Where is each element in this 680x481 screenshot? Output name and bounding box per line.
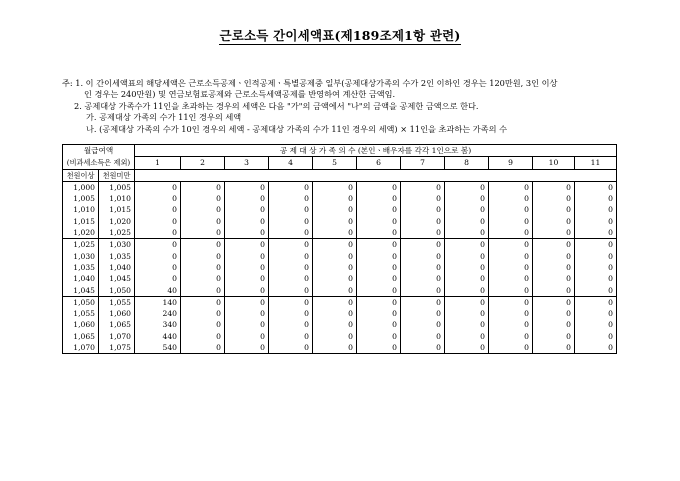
tax-cell: 0 (225, 204, 269, 215)
header-row-3 (63, 169, 617, 181)
tax-cell: 0 (489, 239, 533, 251)
tax-cell: 0 (181, 193, 225, 204)
tax-cell: 0 (489, 308, 533, 319)
tax-cell: 0 (225, 216, 269, 227)
salary-min-cell: 1,070 (63, 342, 99, 354)
tax-cell: 540 (135, 342, 181, 354)
tax-cell: 0 (181, 204, 225, 215)
tax-cell: 0 (401, 193, 445, 204)
tax-cell: 0 (445, 239, 489, 251)
salary-max-cell: 1,070 (99, 331, 135, 342)
header-max: 천원미만 (99, 169, 135, 181)
tax-cell: 0 (181, 273, 225, 284)
tax-cell: 0 (401, 181, 445, 193)
salary-max-cell: 1,020 (99, 216, 135, 227)
tax-cell: 0 (313, 262, 357, 273)
tax-cell: 0 (401, 342, 445, 354)
salary-min-cell: 1,000 (63, 181, 99, 193)
note-line-5: 나. (공제대상 가족의 수가 10인 경우의 세액 - 공제대상 가족의 수가 11인 경우의 세액) × 11인을 초과하는 가족의 수 (86, 123, 507, 134)
note-line-2: 인 경우는 240만원) 및 연금보험료공제와 근로소득세액공제를 반영하여 계산한 금액임. (84, 89, 396, 100)
salary-min-cell: 1,015 (63, 216, 99, 227)
tax-cell: 0 (135, 262, 181, 273)
table-row (63, 204, 617, 215)
tax-cell: 0 (313, 251, 357, 262)
note-line-1: 주: 1. 이 간이세액표의 해당세액은 근로소득공제ㆍ인적공제ㆍ특별공제중 일부(공제대상가족의 수가 2인 이하인 경우는 120만원, 3인 이상 (62, 78, 558, 88)
salary-min-cell: 1,020 (63, 227, 99, 239)
tax-cell: 0 (575, 285, 617, 297)
tax-cell: 0 (489, 273, 533, 284)
salary-max-cell: 1,025 (99, 227, 135, 239)
table-row (63, 342, 617, 354)
header-min: 천원이상 (63, 169, 99, 181)
tax-cell: 0 (357, 273, 401, 284)
tax-cell: 0 (225, 262, 269, 273)
tax-cell: 0 (533, 285, 575, 297)
header-family-count: 공 제 대 상 가 족 의 수 (본인ㆍ배우자를 각각 1인으로 봄) (135, 145, 617, 157)
tax-cell: 0 (181, 181, 225, 193)
header-family-col: 4 (269, 157, 313, 169)
tax-cell: 0 (313, 204, 357, 215)
tax-cell: 0 (489, 181, 533, 193)
tax-cell: 0 (575, 262, 617, 273)
tax-cell: 0 (181, 262, 225, 273)
header-family-col: 6 (357, 157, 401, 169)
salary-min-cell: 1,040 (63, 273, 99, 284)
tax-cell: 0 (269, 296, 313, 308)
tax-cell: 0 (225, 227, 269, 239)
tax-cell: 0 (135, 216, 181, 227)
tax-cell: 0 (225, 273, 269, 284)
header-monthly-salary: 월급여액 (63, 145, 135, 157)
salary-min-cell: 1,035 (63, 262, 99, 273)
header-family-col: 7 (401, 157, 445, 169)
tax-cell: 340 (135, 319, 181, 330)
tax-cell: 0 (575, 296, 617, 308)
salary-min-cell: 1,025 (63, 239, 99, 251)
tax-cell: 0 (313, 216, 357, 227)
tax-cell: 0 (533, 251, 575, 262)
note-line-3: 2. 공제대상 가족수가 11인을 초과하는 경우의 세액은 다음 "가"의 금액에서 "나"의 금액을 공제한 금액으로 한다. (74, 100, 479, 111)
tax-cell: 0 (489, 204, 533, 215)
salary-max-cell: 1,035 (99, 251, 135, 262)
tax-cell: 0 (357, 204, 401, 215)
tax-cell: 0 (313, 308, 357, 319)
salary-max-cell: 1,075 (99, 342, 135, 354)
tax-cell: 0 (357, 193, 401, 204)
table-row (63, 308, 617, 319)
table-row (63, 251, 617, 262)
tax-cell: 0 (489, 262, 533, 273)
tax-cell: 0 (269, 262, 313, 273)
header-family-col: 8 (445, 157, 489, 169)
tax-cell: 0 (225, 342, 269, 354)
tax-cell: 0 (445, 319, 489, 330)
tax-cell: 0 (313, 319, 357, 330)
salary-max-cell: 1,030 (99, 239, 135, 251)
tax-cell: 0 (313, 239, 357, 251)
tax-cell: 0 (489, 342, 533, 354)
tax-cell: 0 (489, 296, 533, 308)
tax-cell: 0 (445, 262, 489, 273)
tax-cell: 0 (225, 239, 269, 251)
tax-cell: 0 (357, 296, 401, 308)
table-row (63, 181, 617, 193)
salary-min-cell: 1,055 (63, 308, 99, 319)
tax-cell: 0 (357, 251, 401, 262)
tax-cell: 0 (181, 308, 225, 319)
tax-cell: 0 (533, 319, 575, 330)
tax-cell: 240 (135, 308, 181, 319)
tax-cell: 0 (445, 216, 489, 227)
tax-cell: 0 (445, 296, 489, 308)
page-title-text: 근로소득 간이세액표(제189조제1항 관련) (219, 28, 461, 43)
tax-cell: 0 (313, 342, 357, 354)
tax-cell: 0 (181, 342, 225, 354)
salary-max-cell: 1,005 (99, 181, 135, 193)
salary-min-cell: 1,030 (63, 251, 99, 262)
note-line-4: 가. 공제대상 가족의 수가 11인 경우의 세액 (86, 112, 242, 123)
header-row-1 (63, 145, 617, 157)
tax-cell: 0 (401, 251, 445, 262)
tax-cell: 0 (269, 342, 313, 354)
tax-cell: 0 (269, 193, 313, 204)
tax-cell: 0 (445, 342, 489, 354)
tax-cell: 0 (313, 296, 357, 308)
tax-cell: 0 (313, 193, 357, 204)
tax-cell: 0 (225, 331, 269, 342)
tax-cell: 0 (269, 227, 313, 239)
tax-cell: 0 (575, 273, 617, 284)
tax-cell: 0 (181, 285, 225, 297)
tax-cell: 0 (489, 285, 533, 297)
table-row (63, 262, 617, 273)
tax-cell: 0 (269, 273, 313, 284)
tax-cell: 0 (135, 193, 181, 204)
header-family-col: 1 (135, 157, 181, 169)
tax-cell: 0 (401, 331, 445, 342)
tax-cell: 0 (357, 285, 401, 297)
tax-cell: 0 (181, 239, 225, 251)
tax-cell: 0 (135, 181, 181, 193)
tax-cell: 0 (269, 285, 313, 297)
tax-cell: 0 (181, 296, 225, 308)
tax-cell: 0 (533, 273, 575, 284)
tax-cell: 0 (357, 181, 401, 193)
tax-cell: 140 (135, 296, 181, 308)
tax-cell: 0 (489, 319, 533, 330)
header-family-col: 11 (575, 157, 617, 169)
tax-cell: 0 (575, 181, 617, 193)
tax-cell: 0 (401, 273, 445, 284)
tax-cell: 0 (269, 216, 313, 227)
salary-max-cell: 1,045 (99, 273, 135, 284)
salary-max-cell: 1,065 (99, 319, 135, 330)
header-row-2 (63, 157, 617, 169)
tax-cell: 0 (225, 296, 269, 308)
tax-cell: 0 (489, 251, 533, 262)
tax-cell: 0 (269, 251, 313, 262)
tax-cell: 0 (357, 216, 401, 227)
tax-cell: 0 (533, 262, 575, 273)
tax-cell: 0 (575, 216, 617, 227)
tax-cell: 0 (357, 227, 401, 239)
table-row (63, 319, 617, 330)
header-blank (135, 169, 617, 181)
tax-cell: 0 (533, 342, 575, 354)
tax-cell: 0 (135, 204, 181, 215)
tax-cell: 0 (445, 181, 489, 193)
tax-cell: 0 (181, 227, 225, 239)
tax-cell: 0 (181, 216, 225, 227)
tax-cell: 0 (181, 319, 225, 330)
salary-min-cell: 1,045 (63, 285, 99, 297)
salary-max-cell: 1,050 (99, 285, 135, 297)
tax-cell: 0 (269, 308, 313, 319)
tax-cell: 0 (357, 308, 401, 319)
tax-cell: 0 (181, 331, 225, 342)
tax-cell: 0 (533, 308, 575, 319)
header-family-col: 9 (489, 157, 533, 169)
table-row (63, 331, 617, 342)
tax-cell: 0 (313, 273, 357, 284)
tax-table-body (63, 181, 617, 353)
tax-cell: 0 (225, 319, 269, 330)
tax-cell: 0 (135, 273, 181, 284)
tax-cell: 0 (575, 308, 617, 319)
tax-cell: 0 (445, 285, 489, 297)
tax-cell: 0 (533, 216, 575, 227)
tax-cell: 0 (269, 331, 313, 342)
tax-cell: 0 (533, 227, 575, 239)
tax-cell: 0 (445, 273, 489, 284)
tax-cell: 0 (225, 285, 269, 297)
tax-cell: 0 (575, 239, 617, 251)
salary-max-cell: 1,055 (99, 296, 135, 308)
tax-cell: 0 (575, 331, 617, 342)
tax-cell: 0 (575, 193, 617, 204)
notes-section (62, 78, 652, 135)
table-row (63, 193, 617, 204)
tax-cell: 0 (533, 296, 575, 308)
table-row (63, 216, 617, 227)
tax-cell: 0 (401, 239, 445, 251)
tax-cell: 440 (135, 331, 181, 342)
salary-min-cell: 1,010 (63, 204, 99, 215)
tax-table (62, 144, 617, 354)
tax-cell: 0 (269, 319, 313, 330)
salary-min-cell: 1,065 (63, 331, 99, 342)
tax-cell: 0 (357, 319, 401, 330)
tax-cell: 40 (135, 285, 181, 297)
tax-cell: 0 (445, 227, 489, 239)
tax-cell: 0 (489, 193, 533, 204)
salary-min-cell: 1,050 (63, 296, 99, 308)
tax-cell: 0 (401, 262, 445, 273)
salary-max-cell: 1,010 (99, 193, 135, 204)
tax-cell: 0 (313, 227, 357, 239)
tax-cell: 0 (269, 239, 313, 251)
tax-cell: 0 (357, 342, 401, 354)
tax-cell: 0 (575, 227, 617, 239)
tax-cell: 0 (401, 308, 445, 319)
table-row (63, 296, 617, 308)
salary-max-cell: 1,040 (99, 262, 135, 273)
tax-cell: 0 (269, 181, 313, 193)
tax-cell: 0 (225, 181, 269, 193)
tax-cell: 0 (135, 239, 181, 251)
table-row (63, 227, 617, 239)
tax-cell: 0 (445, 331, 489, 342)
tax-cell: 0 (533, 204, 575, 215)
tax-cell: 0 (401, 319, 445, 330)
tax-cell: 0 (533, 193, 575, 204)
tax-cell: 0 (445, 193, 489, 204)
tax-cell: 0 (489, 216, 533, 227)
table-row (63, 239, 617, 251)
tax-cell: 0 (489, 227, 533, 239)
tax-cell: 0 (357, 262, 401, 273)
header-family-col: 10 (533, 157, 575, 169)
tax-cell: 0 (575, 342, 617, 354)
table-row (63, 273, 617, 284)
tax-cell: 0 (401, 296, 445, 308)
tax-cell: 0 (225, 251, 269, 262)
tax-cell: 0 (313, 181, 357, 193)
salary-max-cell: 1,015 (99, 204, 135, 215)
header-family-col: 5 (313, 157, 357, 169)
tax-cell: 0 (135, 227, 181, 239)
tax-cell: 0 (533, 239, 575, 251)
tax-cell: 0 (445, 251, 489, 262)
salary-min-cell: 1,060 (63, 319, 99, 330)
tax-cell: 0 (533, 331, 575, 342)
tax-cell: 0 (533, 181, 575, 193)
tax-cell: 0 (181, 251, 225, 262)
tax-cell: 0 (225, 308, 269, 319)
tax-cell: 0 (575, 319, 617, 330)
tax-cell: 0 (445, 204, 489, 215)
header-family-col: 3 (225, 157, 269, 169)
tax-cell: 0 (401, 216, 445, 227)
tax-cell: 0 (313, 331, 357, 342)
tax-cell: 0 (575, 251, 617, 262)
tax-cell: 0 (489, 331, 533, 342)
tax-cell: 0 (225, 193, 269, 204)
tax-cell: 0 (357, 331, 401, 342)
table-row (63, 285, 617, 297)
tax-cell: 0 (269, 204, 313, 215)
header-nontax-note: (비과세소득은 제외) (63, 157, 135, 169)
tax-cell: 0 (575, 204, 617, 215)
tax-cell: 0 (357, 239, 401, 251)
tax-cell: 0 (401, 227, 445, 239)
salary-max-cell: 1,060 (99, 308, 135, 319)
tax-cell: 0 (401, 285, 445, 297)
header-family-col: 2 (181, 157, 225, 169)
tax-cell: 0 (445, 308, 489, 319)
salary-min-cell: 1,005 (63, 193, 99, 204)
tax-cell: 0 (401, 204, 445, 215)
tax-cell: 0 (313, 285, 357, 297)
tax-cell: 0 (135, 251, 181, 262)
page-title (0, 26, 680, 44)
